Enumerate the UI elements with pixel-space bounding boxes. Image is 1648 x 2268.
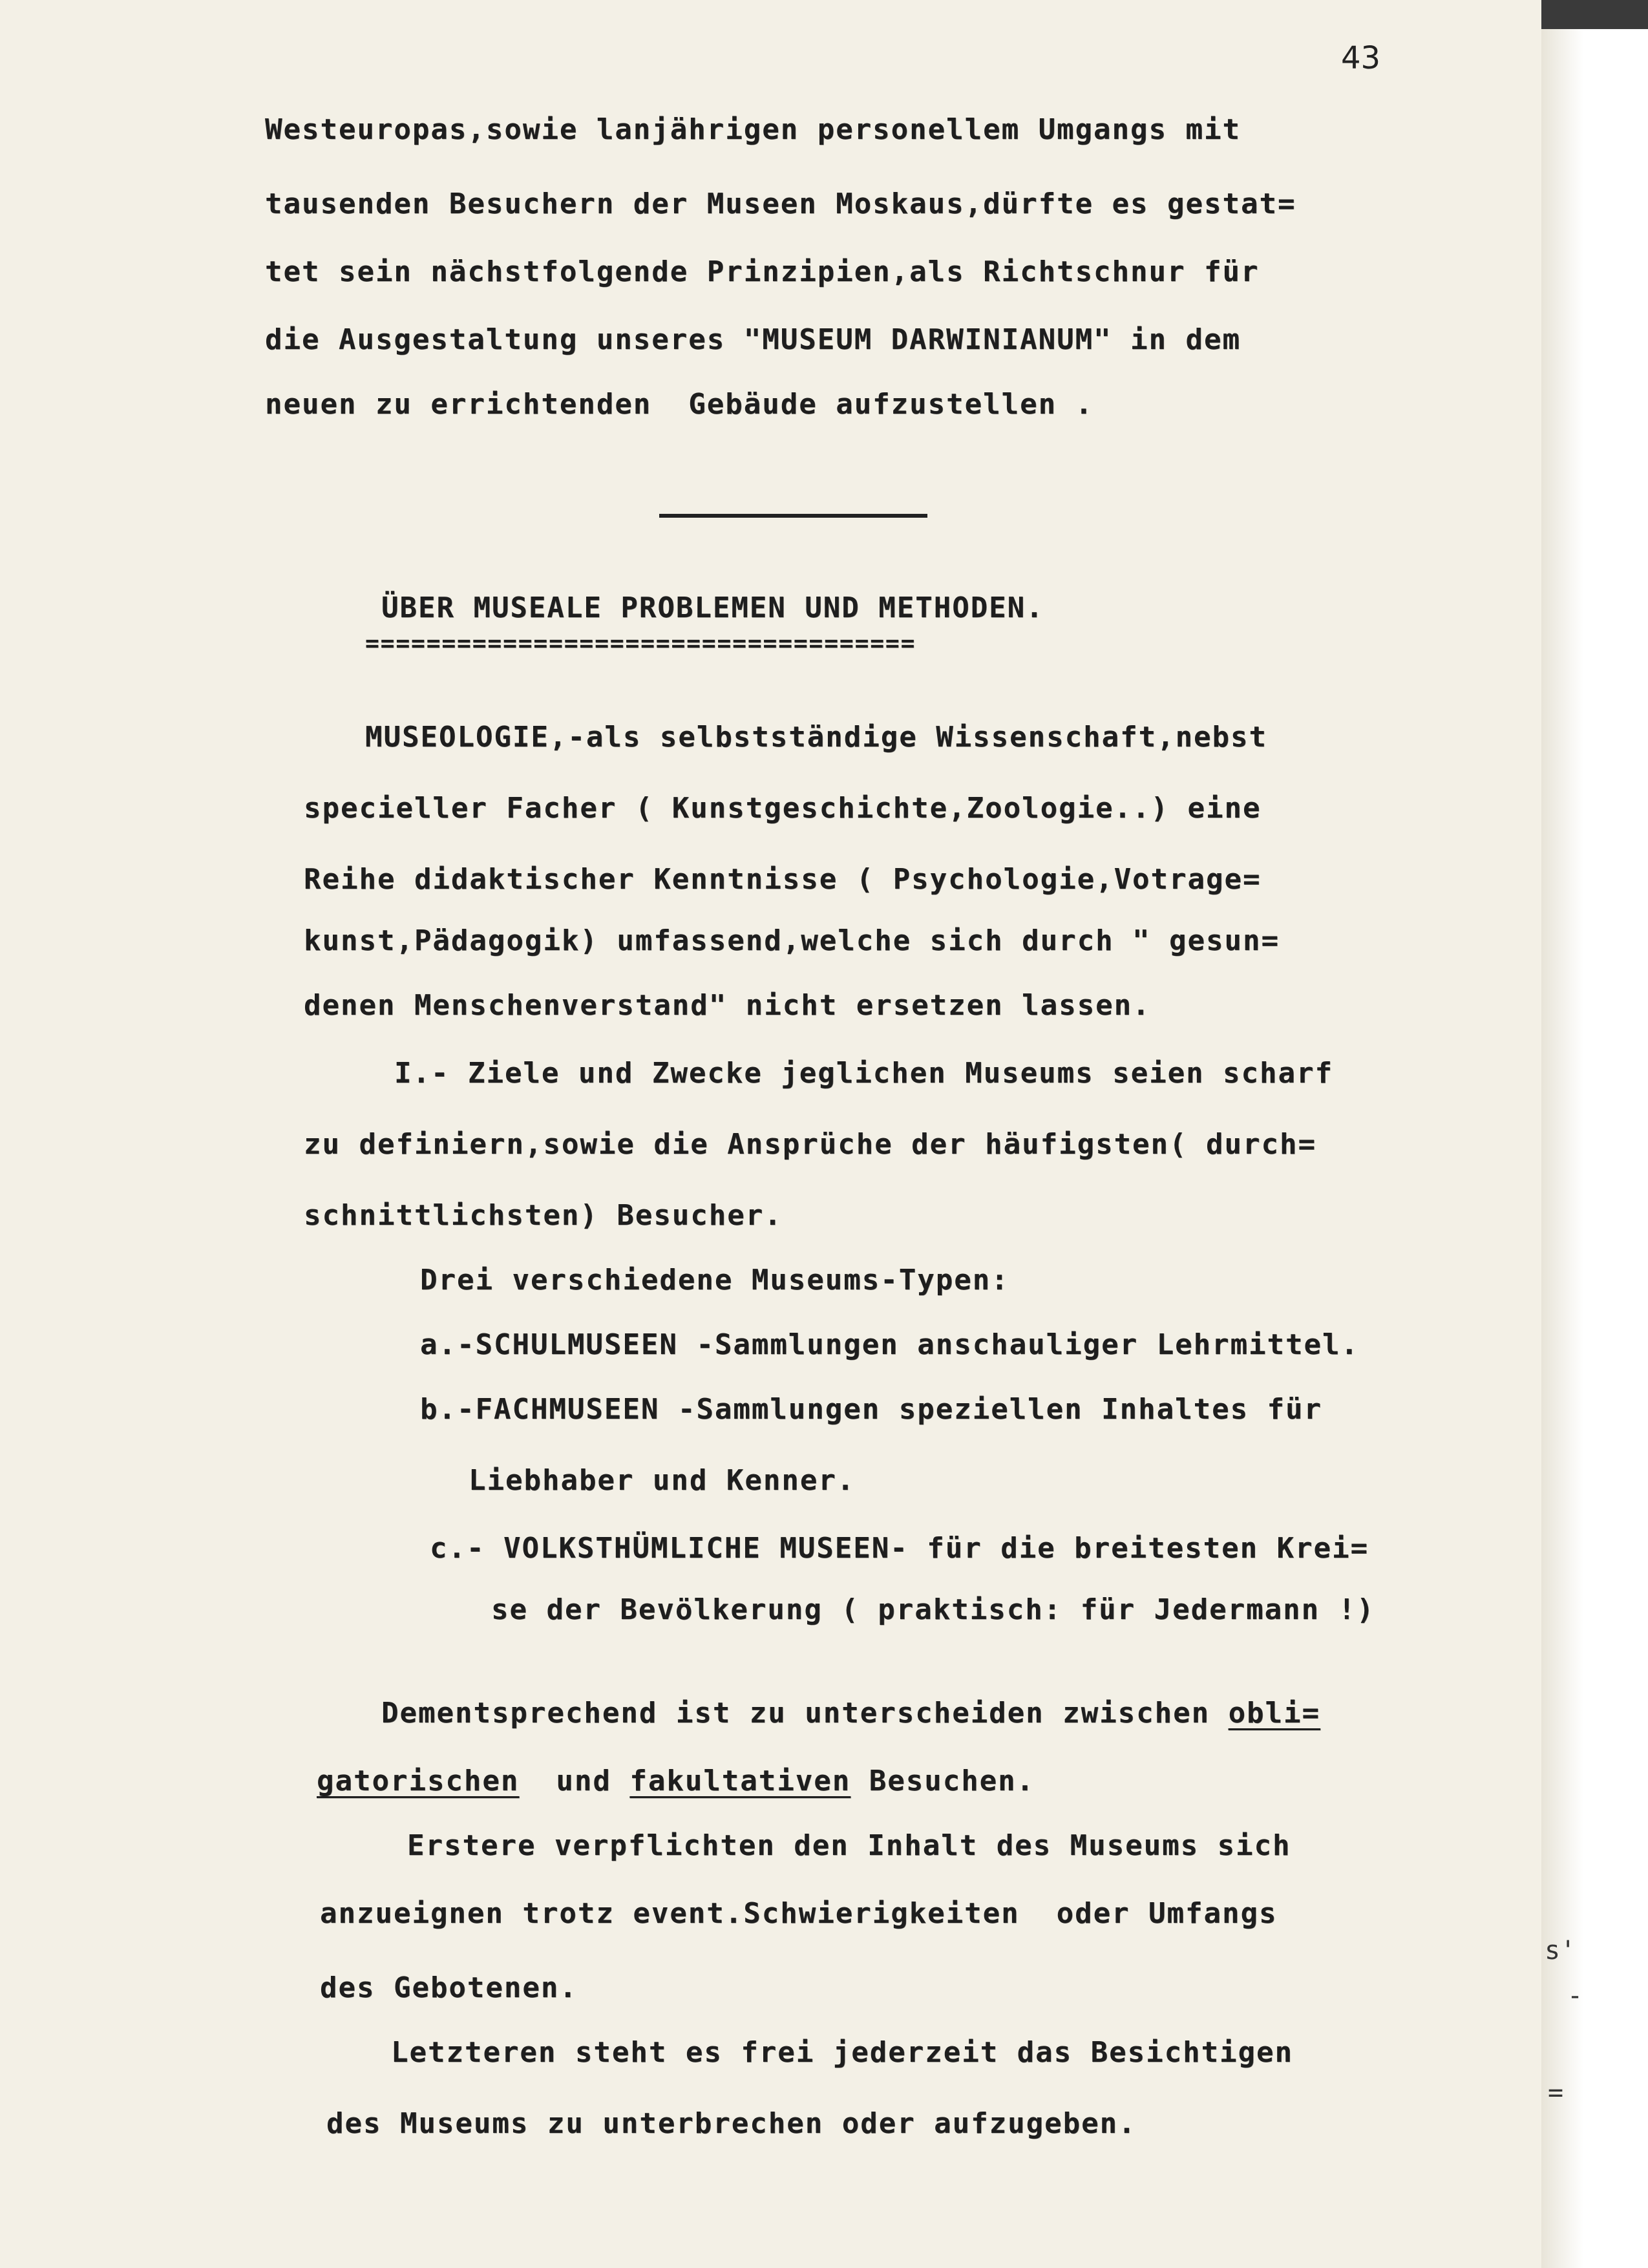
section-divider	[659, 514, 927, 518]
dementsprechend-line-1	[381, 1697, 1320, 1730]
museologie-line-5: denen Menschenverstand" nicht ersetzen lassen.	[304, 989, 1151, 1022]
museologie-line-1: MUSEOLOGIE,-als selbstständige Wissenschaft,nebst	[365, 721, 1268, 754]
und-text: und	[519, 1765, 630, 1797]
page-number: 43	[1341, 40, 1381, 76]
museologie-line-3: Reihe didaktischer Kenntnisse ( Psychologie,Votrage=	[304, 863, 1262, 896]
museologie-line-4: kunst,Pädagogik) umfassend,welche sich durch " gesun=	[304, 924, 1280, 957]
underlined-gatorischen: gatorischen	[317, 1765, 520, 1797]
letzteren-line-2: des Museums zu unterbrechen oder aufzugeben.	[326, 2107, 1137, 2140]
museologie-line-2: specieller Facher ( Kunstgeschichte,Zoologie..) eine	[304, 792, 1262, 825]
intro-line-5: neuen zu errichtenden Gebäude aufzustellen .	[265, 388, 1094, 421]
underlined-fakultativen: fakultativen	[629, 1765, 851, 1797]
besuchen-text: Besuchen.	[850, 1765, 1035, 1797]
erstere-line-2: anzueignen trotz event.Schwierigkeiten oder Umfangs	[320, 1897, 1278, 1930]
margin-mark-s: s'	[1545, 1936, 1576, 1966]
type-a: a.-SCHULMUSEEN -Sammlungen anschauliger Lehrmittel.	[420, 1328, 1360, 1361]
margin-mark-equals: =	[1548, 2078, 1564, 2108]
types-intro: Drei verschiedene Museums-Typen:	[420, 1264, 1009, 1297]
intro-line-2: tausenden Besuchern der Museen Moskaus,dürfte es gestat=	[265, 187, 1296, 220]
dementsprechend-text: Dementsprechend ist zu unterscheiden zwischen	[381, 1697, 1229, 1730]
point-one-line-2: zu definiern,sowie die Ansprüche der häufigsten( durch=	[304, 1128, 1316, 1161]
underlined-obli: obli=	[1228, 1697, 1321, 1730]
intro-line-3: tet sein nächstfolgende Prinzipien,als Richtschnur für	[265, 255, 1260, 288]
dementsprechend-line-2	[317, 1765, 1035, 1797]
intro-line-1: Westeuropas,sowie lanjährigen personellem Umgangs mit	[265, 113, 1241, 146]
type-b-line-1: b.-FACHMUSEEN -Sammlungen speziellen Inhaltes für	[420, 1393, 1323, 1426]
erstere-line-1: Erstere verpflichten den Inhalt des Museums sich	[407, 1829, 1291, 1862]
type-b-line-2: Liebhaber und Kenner.	[469, 1464, 856, 1497]
erstere-line-3: des Gebotenen.	[320, 1971, 578, 2004]
section-heading: ÜBER MUSEALE PROBLEMEN UND METHODEN.	[381, 591, 1044, 624]
dark-background-corner	[1541, 0, 1648, 29]
point-one-line-1: I.- Ziele und Zwecke jeglichen Museums seien scharf	[394, 1057, 1334, 1090]
heading-double-underline: ====================================	[365, 630, 916, 657]
intro-line-4: die Ausgestaltung unseres "MUSEUM DARWINIANUM" in dem	[265, 323, 1241, 356]
point-one-line-3: schnittlichsten) Besucher.	[304, 1199, 783, 1232]
margin-mark-dash: -	[1567, 1981, 1583, 2011]
type-c-line-1: c.- VOLKSTHÜMLICHE MUSEEN- für die breitesten Krei=	[430, 1532, 1369, 1565]
underlying-page-edge	[1541, 0, 1648, 2268]
type-c-line-2: se der Bevölkerung ( praktisch: für Jedermann !)	[491, 1593, 1375, 1626]
letzteren-line-1: Letzteren steht es frei jederzeit das Besichtigen	[391, 2036, 1294, 2069]
